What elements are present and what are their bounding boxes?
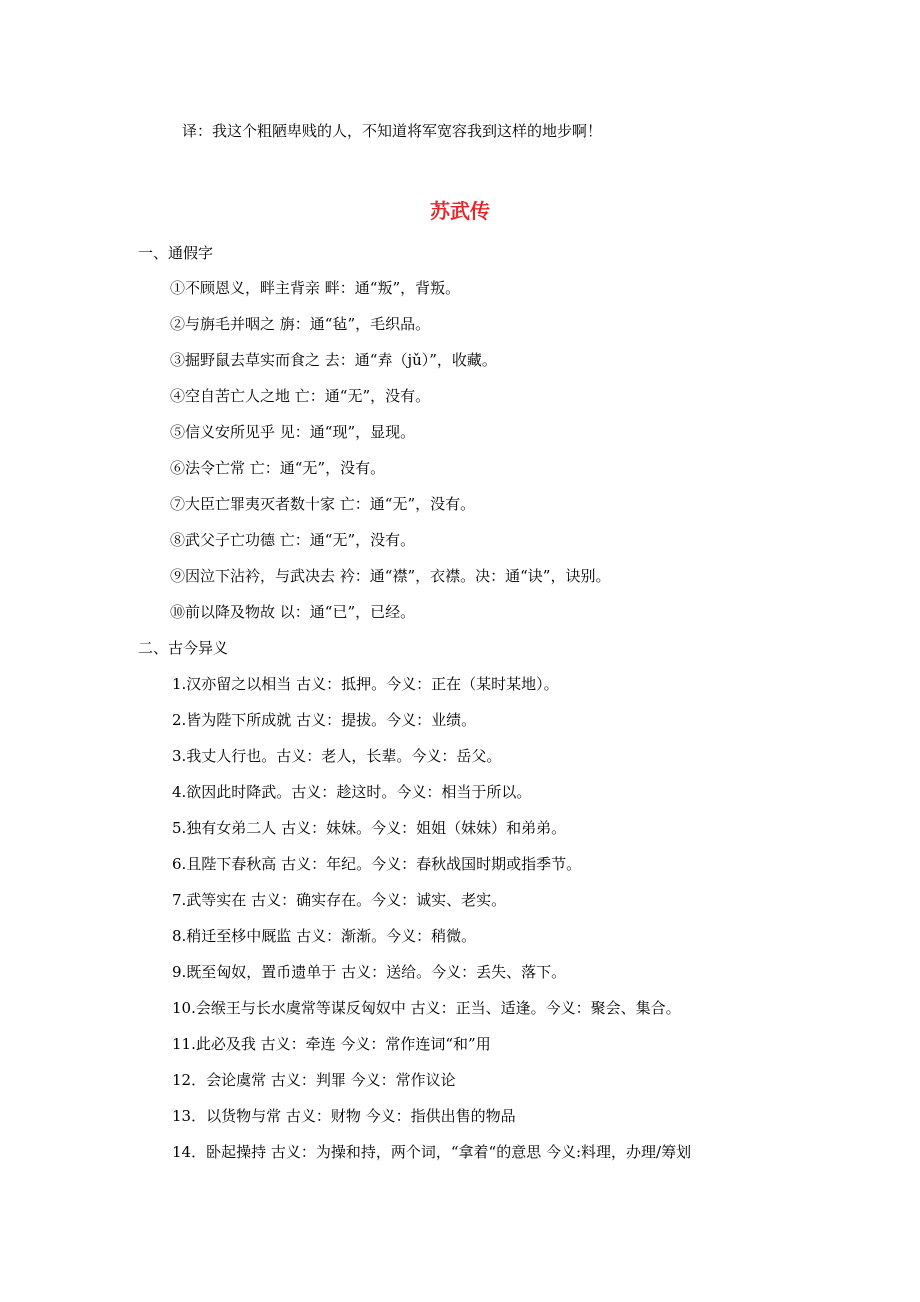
list-item: 7.武等实在 古义：确实存在。今义：诚实、老实。 [172,891,507,909]
list-item: ⑥法令亡常 亡：通“无”，没有。 [170,459,386,477]
list-item: 4.欲因此时降武。古义：趁这时。今义：相当于所以。 [172,783,532,801]
list-item: 13．以货物与常 古义：财物 今义：指供出售的物品 [172,1107,516,1125]
list-item: ④空自苦亡人之地 亡：通“无”，没有。 [170,387,431,405]
list-item: 11.此必及我 古义：牵连 今义：常作连词“和”用 [172,1035,491,1053]
list-item: 3.我丈人行也。古义：老人，长辈。今义：岳父。 [172,747,502,765]
section-heading-tongjiazi: 一、通假字 [138,244,214,262]
list-item: ⑩前以降及物故 以：通“已”，已经。 [170,603,416,621]
intro-translation: 译：我这个粗陋卑贱的人，不知道将军宽容我到这样的地步啊！ [182,122,603,140]
list-item: 14．卧起操持 古义：为操和持，两个词，“拿着“的意思 今义:料理，办理/筹划 [172,1143,692,1161]
list-item: 6.且陛下春秋高 古义：年纪。今义：春秋战国时期或指季节。 [172,855,582,873]
list-item: 12．会论虞常 古义：判罪 今义：常作议论 [172,1071,456,1089]
list-item: 9.既至匈奴，置币遗单于 古义：送给。今义：丢失、落下。 [172,963,567,981]
list-item: 2.皆为陛下所成就 古义：提拔。今义：业绩。 [172,711,477,729]
list-item: ⑨因泣下沾衿，与武决去 衿：通“襟”，衣襟。决：通“诀”，诀别。 [170,567,611,585]
list-item: ①不顾恩义，畔主背亲 畔：通“叛”，背叛。 [170,279,461,297]
list-item: ⑤信义安所见乎 见：通“现”，显现。 [170,423,416,441]
list-item: 1.汉亦留之以相当 古义：抵押。今义：正在（某时某地）。 [172,675,559,693]
list-item: ⑧武父子亡功德 亡：通“无”，没有。 [170,531,416,549]
list-item: ③掘野鼠去草实而食之 去：通“弆（jǔ）”，收藏。 [170,351,497,369]
section-heading-gujinyiyi: 二、古今异义 [138,639,229,657]
list-item: ⑦大臣亡罪夷灭者数十家 亡：通“无”，没有。 [170,495,476,513]
list-item: ②与旃毛并咽之 旃：通“毡”，毛织品。 [170,315,431,333]
page-title: 苏武传 [430,199,490,223]
list-item: 5.独有女弟二人 古义：妹妹。今义：姐姐（妹妹）和弟弟。 [172,819,567,837]
list-item: 8.稍迁至栘中厩监 古义：渐渐。今义：稍微。 [172,927,477,945]
list-item: 10.会缑王与长水虞常等谋反匈奴中 古义：正当、适逢。今义：聚会、集合。 [172,999,681,1017]
